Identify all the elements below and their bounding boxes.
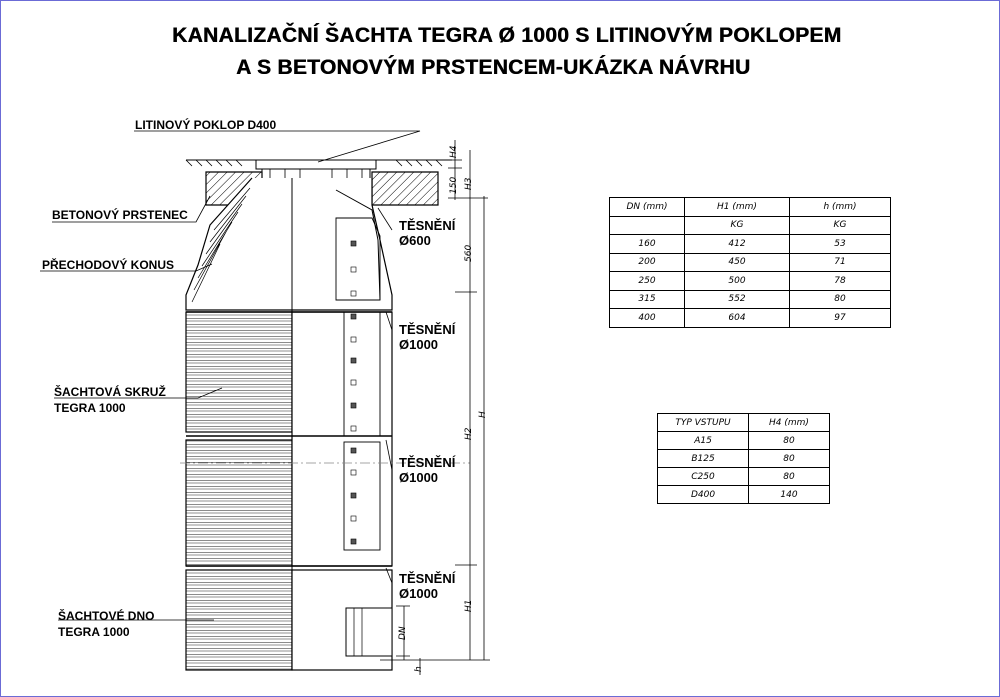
table-cell: 604: [685, 309, 790, 328]
seal-label-3: TĚSNĚNÍ: [399, 455, 456, 470]
table-cell: 200: [610, 253, 685, 272]
table-cell: 552: [685, 290, 790, 309]
table-cell: 250: [610, 272, 685, 291]
table-row: [658, 432, 830, 450]
table-cell: 315: [610, 290, 685, 309]
seal-size-4: Ø1000: [399, 586, 439, 601]
table-header-row: [610, 198, 891, 217]
entry-type-table: [657, 413, 830, 504]
title-line-1: KANALIZAČNÍ ŠACHTA TEGRA Ø 1000 S LITINOVÝM POKLOPEM: [172, 24, 842, 47]
cover-label: LITINOVÝ POKLOP D400: [135, 118, 277, 132]
shaft-label-line-1: ŠACHTOVÁ SKRUŽ: [54, 385, 166, 399]
table-cell: 500: [685, 272, 790, 291]
table-row: [658, 450, 830, 468]
table-header: H4 (mm): [749, 414, 830, 432]
table-subheader: KG: [790, 216, 891, 235]
cone-label: PŘECHODOVÝ KONUS: [42, 258, 175, 272]
bottom-label-line-2: TEGRA 1000: [58, 625, 130, 639]
table-header: TYP VSTUPU: [658, 414, 749, 432]
table-row: [610, 309, 891, 328]
table-row: [610, 290, 891, 309]
table-cell: 80: [790, 290, 891, 309]
dim-dn: DN: [398, 626, 408, 640]
table-cell: 80: [749, 468, 830, 486]
table-cell: 78: [790, 272, 891, 291]
seal-size-2: Ø1000: [399, 337, 439, 352]
dim-h: H: [478, 411, 488, 418]
table-cell: A15: [658, 432, 749, 450]
table-row: [658, 486, 830, 504]
table-cell: 97: [790, 309, 891, 328]
table-cell: 53: [790, 235, 891, 254]
seal-label-2: TĚSNĚNÍ: [399, 322, 456, 337]
cast-iron-cover: [256, 160, 376, 181]
table-header: H1 (mm): [685, 198, 790, 217]
table-row: [610, 272, 891, 291]
table-cell: 450: [685, 253, 790, 272]
table-row: [658, 468, 830, 486]
table-subheader: [610, 216, 685, 235]
shaft-label-line-2: TEGRA 1000: [54, 401, 126, 415]
table-cell: 140: [749, 486, 830, 504]
dim-h1: H1: [464, 599, 474, 612]
dim-h-small: h: [414, 666, 424, 672]
table-header: h (mm): [790, 198, 891, 217]
dim-h4: H4: [449, 145, 459, 158]
table-cell: B125: [658, 450, 749, 468]
seal-label-1: TĚSNĚNÍ: [399, 218, 456, 233]
table-cell: C250: [658, 468, 749, 486]
seal-size-1: Ø600: [399, 233, 431, 248]
table-cell: 160: [610, 235, 685, 254]
dim-560: 560: [464, 244, 474, 262]
table-subheader: KG: [685, 216, 790, 235]
title-line-2: A S BETONOVÝM PRSTENCEM-UKÁZKA NÁVRHU: [236, 56, 751, 79]
bottom-label-line-1: ŠACHTOVÉ DNO: [58, 609, 155, 623]
table-row: [610, 235, 891, 254]
table-header: DN (mm): [610, 198, 685, 217]
table-cell: 80: [749, 450, 830, 468]
shaft-bottom: [186, 570, 392, 670]
seal-size-3: Ø1000: [399, 470, 439, 485]
table-cell: 71: [790, 253, 891, 272]
table-cell: 412: [685, 235, 790, 254]
table-cell: 80: [749, 432, 830, 450]
ring-label: BETONOVÝ PRSTENEC: [52, 208, 188, 222]
seal-label-4: TĚSNĚNÍ: [399, 571, 456, 586]
table-subheader-row: [610, 216, 891, 235]
dim-h2: H2: [464, 427, 474, 440]
pipe-height-table: [609, 197, 891, 328]
table-cell: 400: [610, 309, 685, 328]
dim-h3: H3: [464, 177, 474, 190]
table-header-row: [658, 414, 830, 432]
table-row: [610, 253, 891, 272]
table-cell: D400: [658, 486, 749, 504]
dim-150: 150: [449, 176, 459, 194]
